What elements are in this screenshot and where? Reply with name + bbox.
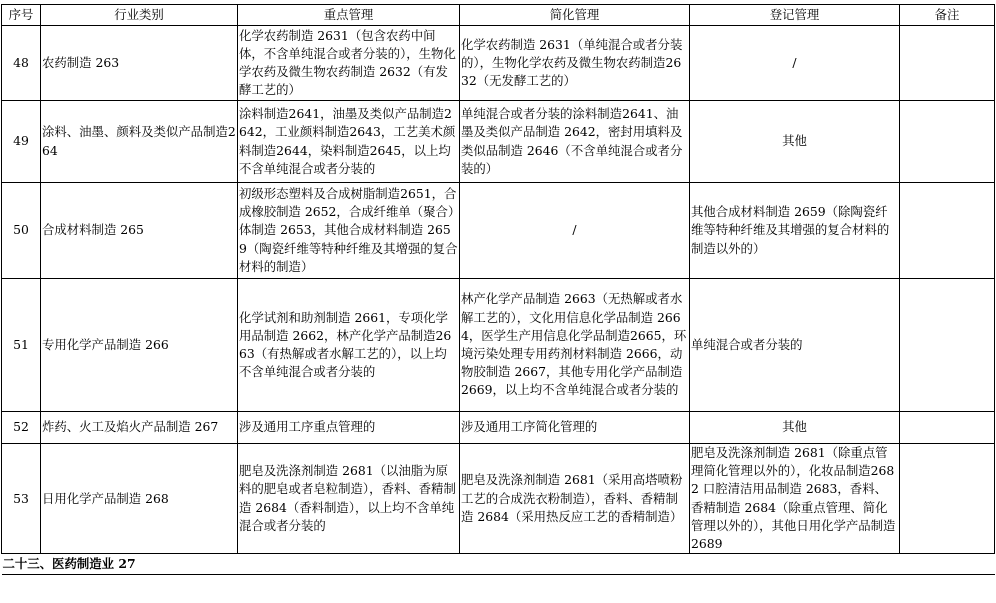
header-simplified-management: 简化管理 [460,5,690,26]
row-note [900,279,995,412]
row-key-management: 化学试剂和助剂制造 2661，专项化学用品制造 2662，林产化学产品制造2663（有热解或者水解工艺的），以上均不含单纯混合或者分装的 [238,279,460,412]
row-note [900,101,995,183]
header-category: 行业类别 [41,5,238,26]
row-num: 51 [2,279,41,412]
header-key-management: 重点管理 [238,5,460,26]
table-row [2,101,995,183]
row-simplified-management: 涉及通用工序简化管理的 [460,412,690,444]
row-category: 日用化学产品制造 268 [41,444,238,554]
row-category: 农药制造 263 [41,26,238,101]
row-category: 涂料、油墨、颜料及类似产品制造264 [41,101,238,183]
row-note [900,412,995,444]
industry-management-table [1,4,995,575]
row-note [900,183,995,279]
row-note [900,444,995,554]
header-register-management: 登记管理 [690,5,900,26]
table-row [2,279,995,412]
row-num: 52 [2,412,41,444]
row-simplified-management: 林产化学产品制造 2663（无热解或者水解工艺的），文化用信息化学品制造 2664，医学生产用信息化学品制造2665，环境污染处理专用药剂材料制造 2666，动物胶制造 2667，其他专用化学产品制造 2669，以上均不含单纯混合或者分装的 [460,279,690,412]
row-key-management: 化学农药制造 2631（包含农药中间体，不含单纯混合或者分装的），生物化学农药及微生物农药制造 2632（有发酵工艺的） [238,26,460,101]
row-note [900,26,995,101]
row-register-management: / [690,26,900,101]
row-register-management: 其他合成材料制造 2659（除陶瓷纤维等特种纤维及其增强的复合材料的制造以外的） [690,183,900,279]
header-num: 序号 [2,5,41,26]
table-row [2,444,995,554]
row-num: 48 [2,26,41,101]
row-register-management: 肥皂及洗涤剂制造 2681（除重点管理简化管理以外的），化妆品制造2682 口腔清洁用品制造 2683，香料、香精制造 2684（除重点管理、简化管理以外的），其他日用化学产品制造 2689 [690,444,900,554]
row-register-management: 其他 [690,412,900,444]
row-num: 53 [2,444,41,554]
row-simplified-management: 化学农药制造 2631（单纯混合或者分装的），生物化学农药及微生物农药制造2632（无发酵工艺的） [460,26,690,101]
row-key-management: 涉及通用工序重点管理的 [238,412,460,444]
row-category: 合成材料制造 265 [41,183,238,279]
header-note: 备注 [900,5,995,26]
row-key-management: 肥皂及洗涤剂制造 2681（以油脂为原料的肥皂或者皂粒制造），香料、香精制造 2684（香料制造），以上均不含单纯混合或者分装的 [238,444,460,554]
row-key-management: 初级形态塑料及合成树脂制造2651，合成橡胶制造 2652，合成纤维单（聚合）体制造 2653，其他合成材料制造 2659（陶瓷纤维等特种纤维及其增强的复合材料的制造） [238,183,460,279]
row-num: 50 [2,183,41,279]
row-key-management: 涂料制造2641，油墨及类似产品制造2642，工业颜料制造2643，工艺美术颜料制造2644，染料制造2645，以上均不含单纯混合或者分装的 [238,101,460,183]
table-row [2,183,995,279]
row-simplified-management: / [460,183,690,279]
section-row [2,554,995,575]
header-row [2,5,995,26]
table-row [2,26,995,101]
row-simplified-management: 单纯混合或者分装的涂料制造2641、油墨及类似产品制造 2642，密封用填料及类似品制造 2646（不含单纯混合或者分装的） [460,101,690,183]
row-register-management: 单纯混合或者分装的 [690,279,900,412]
row-simplified-management: 肥皂及洗涤剂制造 2681（采用高塔喷粉工艺的合成洗衣粉制造），香料、香精制造 2684（采用热反应工艺的香精制造） [460,444,690,554]
row-num: 49 [2,101,41,183]
section-title: 二十三、医药制造业 27 [2,554,995,575]
row-category: 专用化学产品制造 266 [41,279,238,412]
row-register-management: 其他 [690,101,900,183]
row-category: 炸药、火工及焰火产品制造 267 [41,412,238,444]
table-row [2,412,995,444]
